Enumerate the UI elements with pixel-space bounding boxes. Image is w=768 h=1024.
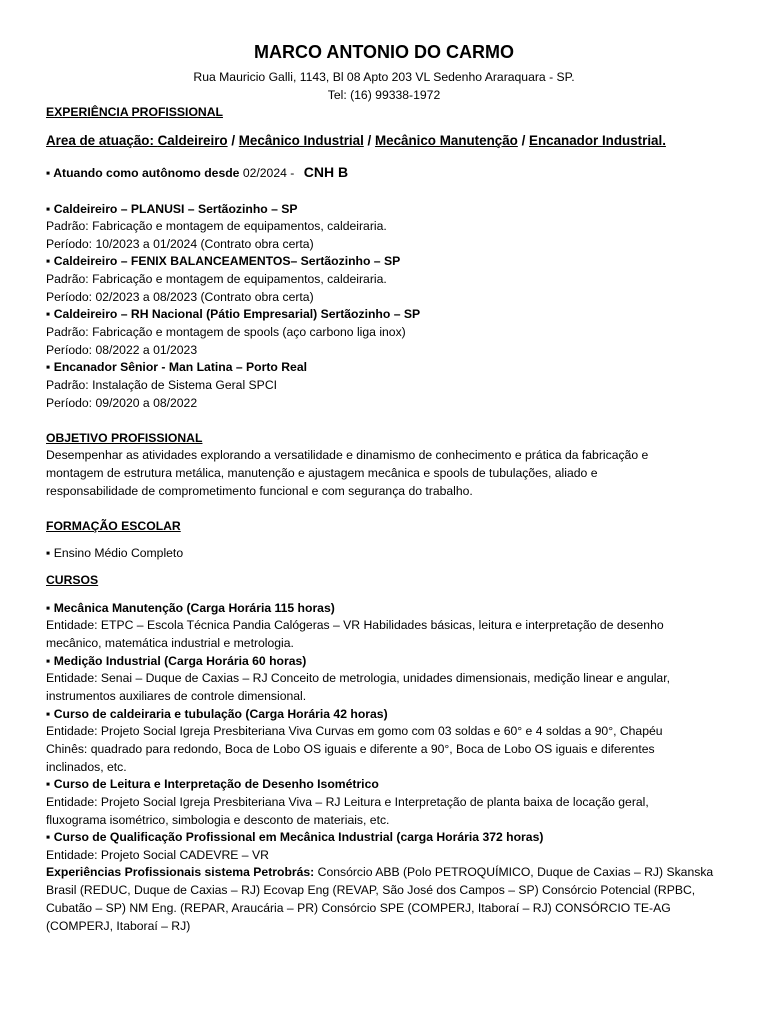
- objective-heading: OBJETIVO PROFISSIONAL: [46, 431, 203, 445]
- area-separator: /: [517, 133, 530, 148]
- course-text: Chinês: quadrado para redondo, Boca de Lobo OS iguais e diferente a 90°, Boca de Lobo OS iguais e diferentes: [46, 742, 655, 756]
- objective-text: montagem de estrutura metálica, manutenção e ajustagem mecânica e spools de tubulações, aliado e: [46, 466, 598, 480]
- address-line: Rua Mauricio Galli, 1143, Bl 08 Apto 203 VL Sedenho Araraquara - SP.: [193, 70, 575, 84]
- education-item: ▪ Ensino Médio Completo: [46, 546, 184, 560]
- course-title: ▪ Curso de Leitura e Interpretação de Desenho Isométrico: [46, 777, 379, 791]
- course-title: ▪ Curso de Qualificação Profissional em Mecânica Industrial (carga Horária 372 horas): [46, 830, 544, 844]
- objective-text: Desempenhar as atividades explorando a versatilidade e dinamismo de conhecimento e prática da fabricação e: [46, 448, 649, 462]
- courses-heading: CURSOS: [46, 573, 99, 587]
- job-standard: Padrão: Fabricação e montagem de equipamentos, caldeiraria.: [46, 272, 387, 286]
- job-period: Período: 02/2023 a 08/2023 (Contrato obra certa): [46, 290, 314, 304]
- autonomo-line: [46, 164, 348, 182]
- autonomo-label: ▪ Atuando como autônomo desde: [46, 166, 240, 180]
- experience-heading: EXPERIÊNCIA PROFISSIONAL: [46, 105, 223, 119]
- area-encanador-industrial: Encanador Industrial.: [529, 133, 666, 148]
- area-prefix: Area de atuação:: [46, 133, 158, 148]
- course-text: fluxograma isométrico, simbologia e desconto de materiais, etc.: [46, 813, 390, 827]
- autonomo-date: 02/2024 -: [239, 166, 298, 180]
- objective-text: responsabilidade de comprometimento funcional e com segurança do trabalho.: [46, 484, 473, 498]
- course-text: instrumentos auxiliares de controle dimensional.: [46, 689, 307, 703]
- job-standard: Padrão: Fabricação e montagem de spools (aço carbono liga inox): [46, 325, 406, 339]
- course-text: Entidade: Projeto Social Igreja Presbiteriana Viva – RJ Leitura e Interpretação de planta baixa de locação geral,: [46, 795, 649, 809]
- job-title: ▪ Caldeireiro – FENIX BALANCEAMENTOS– Sertãozinho – SP: [46, 254, 401, 268]
- course-title: ▪ Medição Industrial (Carga Horária 60 horas): [46, 654, 307, 668]
- course-text: mecânico, matemática industrial e metrologia.: [46, 636, 294, 650]
- course-text: Entidade: Projeto Social Igreja Presbiteriana Viva Curvas em gomo com 03 soldas e 60° e 4 soldas a 90°, Chapéu: [46, 724, 663, 738]
- area-line: [46, 132, 666, 149]
- job-period: Período: 09/2020 a 08/2022: [46, 396, 198, 410]
- area-mecanico-industrial: Mecânico Industrial: [238, 133, 364, 148]
- job-title: ▪ Caldeireiro – PLANUSI – Sertãozinho – SP: [46, 202, 298, 216]
- phone-line: Tel: (16) 99338-1972: [327, 88, 441, 102]
- job-standard: Padrão: Instalação de Sistema Geral SPCI: [46, 378, 278, 392]
- job-standard: Padrão: Fabricação e montagem de equipamentos, caldeiraria.: [46, 219, 387, 233]
- course-text: Entidade: Projeto Social CADEVRE – VR: [46, 848, 269, 862]
- course-text: inclinados, etc.: [46, 760, 127, 774]
- job-period: Período: 10/2023 a 01/2024 (Contrato obra certa): [46, 237, 314, 251]
- course-text: Entidade: Senai – Duque de Caxias – RJ Conceito de metrologia, unidades dimensionais, medição linear e angular,: [46, 671, 670, 685]
- petrobras-text: Consórcio ABB (Polo PETROQUÍMICO, Duque de Caxias – RJ) Skanska: [314, 865, 714, 879]
- petrobras-label: Experiências Profissionais sistema Petrobrás:: [46, 865, 315, 879]
- petrobras-text: Brasil (REDUC, Duque de Caxias – RJ) Ecovap Eng (REVAP, São José dos Campos – SP) Consórcio Potencial (RPBC,: [46, 883, 696, 897]
- petrobras-line: [46, 864, 713, 881]
- cnh-badge: CNH B: [303, 164, 349, 180]
- area-caldeireiro: Caldeireiro: [157, 133, 228, 148]
- job-title: ▪ Caldeireiro – RH Nacional (Pátio Empresarial) Sertãozinho – SP: [46, 307, 421, 321]
- petrobras-text: Cubatão – SP) NM Eng. (REPAR, Araucária – PR) Consórcio SPE (COMPERJ, Itaboraí – RJ) CONSÓRCIO TE-AG: [46, 901, 671, 915]
- course-text: Entidade: ETPC – Escola Técnica Pandia Calógeras – VR Habilidades básicas, leitura e interpretação de desenho: [46, 618, 664, 632]
- job-title: ▪ Encanador Sênior - Man Latina – Porto Real: [46, 360, 307, 374]
- course-title: ▪ Mecânica Manutenção (Carga Horária 115 horas): [46, 601, 335, 615]
- area-mecanico-manutencao: Mecânico Manutenção: [374, 133, 518, 148]
- petrobras-text: (COMPERJ, Itaboraí – RJ): [46, 919, 191, 933]
- area-separator: /: [227, 133, 239, 148]
- job-period: Período: 08/2022 a 01/2023: [46, 343, 198, 357]
- education-heading: FORMAÇÃO ESCOLAR: [46, 519, 181, 533]
- course-title: ▪ Curso de caldeiraria e tubulação (Carga Horária 42 horas): [46, 707, 388, 721]
- area-separator: /: [363, 133, 375, 148]
- candidate-name: MARCO ANTONIO DO CARMO: [254, 42, 514, 62]
